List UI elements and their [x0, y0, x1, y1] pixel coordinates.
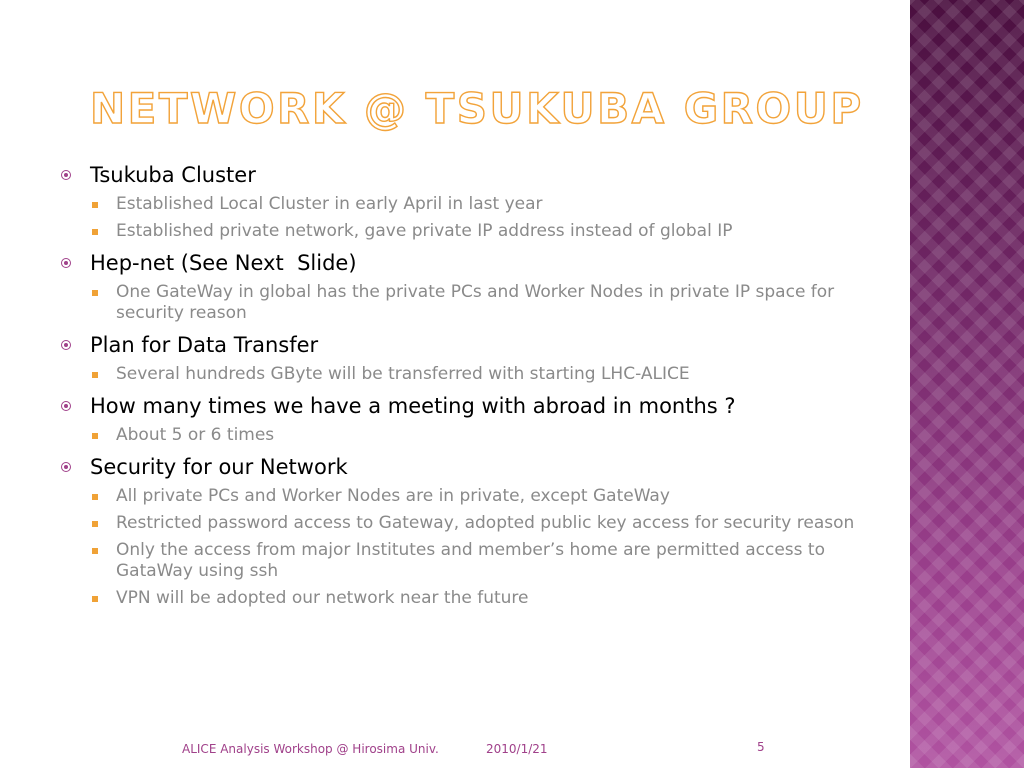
square-bullet-icon: [90, 540, 116, 561]
bullet-heading: Hep-net (See Next Slide): [90, 251, 357, 275]
bullet-item: [60, 250, 890, 276]
ring-bullet-icon: [60, 250, 90, 276]
sub-bullet-item: [60, 540, 890, 582]
bullet-item: [60, 393, 890, 419]
footer-event: ALICE Analysis Workshop @ Hirosima Univ.: [182, 742, 439, 756]
ring-bullet-icon: [60, 332, 90, 358]
ring-bullet-icon: [60, 162, 90, 188]
slide-title: NETWORK @ TSUKUBA GROUP: [90, 84, 864, 133]
sub-bullet-item: [60, 221, 890, 242]
page-number: 5: [757, 740, 765, 754]
bullet-item: [60, 454, 890, 480]
bullet-heading: Security for our Network: [90, 455, 348, 479]
bullet-heading: Plan for Data Transfer: [90, 333, 319, 357]
sub-bullet-item: [60, 588, 890, 609]
sub-bullet-text: Established private network, gave private IP address instead of global IP: [116, 221, 733, 241]
sub-bullet-text: Restricted password access to Gateway, adopted public key access for security reason: [116, 513, 855, 533]
sub-bullet-text: One GateWay in global has the private PCs and Worker Nodes in private IP space for security reason: [116, 282, 835, 323]
bullet-item: [60, 332, 890, 358]
square-bullet-icon: [90, 588, 116, 609]
ring-bullet-icon: [60, 454, 90, 480]
square-bullet-icon: [90, 221, 116, 242]
sub-bullet-text: Several hundreds GByte will be transferred with starting LHC-ALICE: [116, 364, 690, 384]
square-bullet-icon: [90, 425, 116, 446]
decorative-side-band: [910, 0, 1024, 768]
sub-bullet-item: [60, 486, 890, 507]
slide-body: [60, 162, 890, 609]
bullet-item: [60, 162, 890, 188]
square-bullet-icon: [90, 364, 116, 385]
sub-bullet-item: [60, 282, 890, 324]
sub-bullet-item: [60, 425, 890, 446]
sub-bullet-item: [60, 513, 890, 534]
sub-bullet-text: About 5 or 6 times: [116, 425, 275, 445]
square-bullet-icon: [90, 282, 116, 303]
bullet-heading: How many times we have a meeting with abroad in months ?: [90, 394, 736, 418]
square-bullet-icon: [90, 486, 116, 507]
sub-bullet-item: [60, 194, 890, 215]
sub-bullet-item: [60, 364, 890, 385]
square-bullet-icon: [90, 194, 116, 215]
sub-bullet-text: All private PCs and Worker Nodes are in private, except GateWay: [116, 486, 670, 506]
sub-bullet-text: Only the access from major Institutes and member’s home are permitted access to GataWay using ssh: [116, 540, 825, 581]
square-bullet-icon: [90, 513, 116, 534]
ring-bullet-icon: [60, 393, 90, 419]
footer-date: 2010/1/21: [486, 742, 548, 756]
sub-bullet-text: VPN will be adopted our network near the future: [116, 588, 529, 608]
sub-bullet-text: Established Local Cluster in early April in last year: [116, 194, 543, 214]
bullet-heading: Tsukuba Cluster: [90, 163, 256, 187]
